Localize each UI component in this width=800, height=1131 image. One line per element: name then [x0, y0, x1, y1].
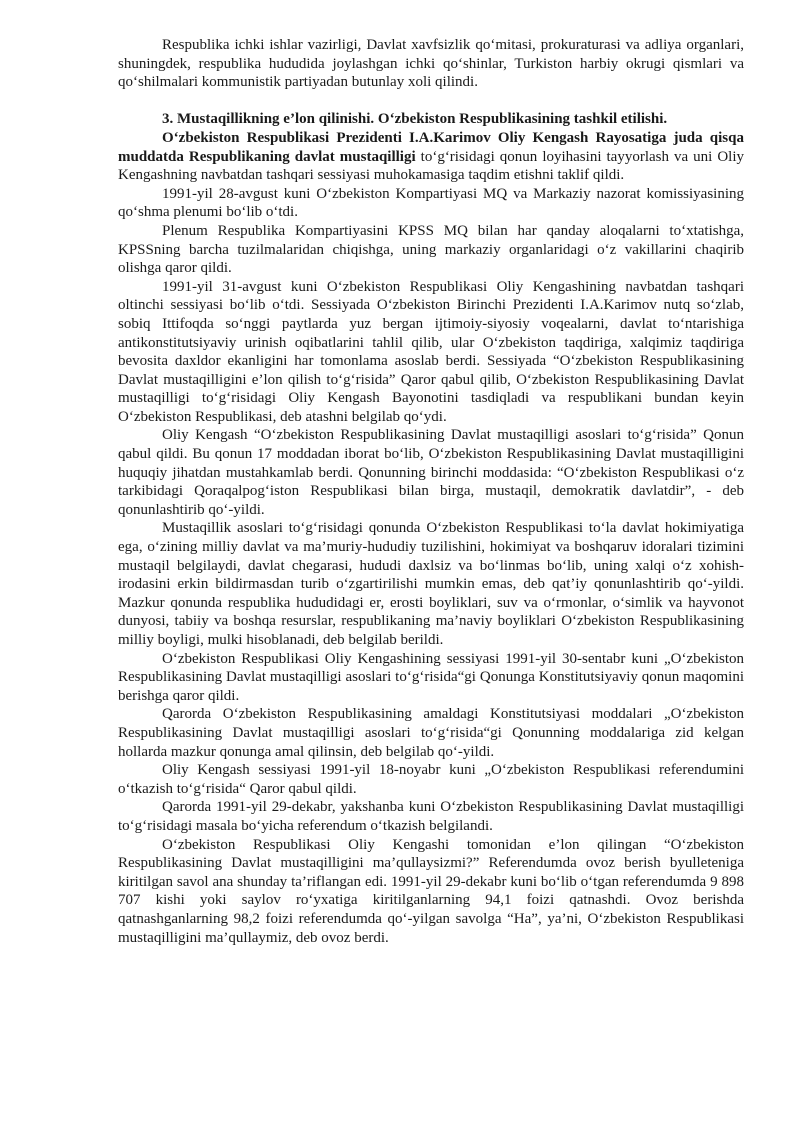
intro-paragraph: Respublika ichki ishlar vazirligi, Davlat xavfsizlik qo‘mitasi, prokuraturasi va adliya organlari, shuningdek, respublika hududida joylashgan ichki qo‘shinlar, Turkiston harbiy okrugi qismlari va qo‘shilmalari kommunistik partiyadan butunlay xoli qilindi.: [118, 37, 744, 91]
paragraph-8: Qarorda O‘zbekiston Respublikasining amaldagi Konstitutsiyasi moddalari „O‘zbekiston Respublikasining Davlat mustaqilligi asoslari to‘g‘risida“gi Qonunning moddalariga zid kelgan hollarda mazkur qonunga amal qilinsin, deb belgilab qo‘-yildi.: [118, 706, 744, 760]
paragraph-1: [118, 129, 744, 185]
document-page: [118, 36, 744, 947]
paragraph-1-rest: to‘g‘risidagi qonun loyihasini tayyorlash va uni Oliy Kengashning navbatdan tashqari sessiyasi muhokamasiga taqdim etishni taklif qildi.: [118, 148, 744, 184]
paragraph-4: 1991-yil 31-avgust kuni O‘zbekiston Respublikasi Oliy Kengashining navbatdan tashqari oltinchi sessiyasi bo‘lib o‘tdi. Sessiyada O‘zbekiston Birinchi Prezidenti I.A.Karimov nutq so‘zlab, sobiq Ittifoqda so‘nggi paytlarda yuz bergan ijtimoiy-siyosiy voqealarni, davlat to‘ntarishiga antikonstitutsiyaviy urinish oqibatlarini tahlil qilib, ular O‘zbekiston taqdiriga, xalqimiz taqdiriga bevosita daxldor ekanligini har tomonlama asoslab berdi. Sessiyada “O‘zbekiston Respublikasining Davlat mustaqilligini e’lon qilish to‘g‘risida” Qaror qabul qilib, O‘zbekiston Respublikasining Davlat mustaqilligi to‘g‘risidagi Oliy Kengash Bayonotini tasdiqladi va respublikani bundan keyin O‘zbekiston Respublikasi, deb atashni belgilab qo‘ydi.: [118, 278, 744, 425]
paragraph-5: Oliy Kengash “O‘zbekiston Respublikasining Davlat mustaqilligi asoslari to‘g‘risida” Qonun qabul qildi. Bu qonun 17 moddadan iborat bo‘lib, O‘zbekiston Respublikasining Davlat mustaqilligini huquqiy jihatdan mustahkamlab berdi. Qonunning birinchi moddasida: “O‘zbekiston Respublikasi o‘z tarkibidagi Qoraqalpog‘iston Respublikasi bilan birga, mustaqil, demokratik davlatdir”, - deb qonunlashtirib qo‘-yildi.: [118, 427, 744, 518]
section-heading: 3. Mustaqillikning e’lon qilinishi. O‘zbekiston Respublikasining tashkil etilishi.: [162, 111, 668, 128]
paragraph-2: 1991-yil 28-avgust kuni O‘zbekiston Kompartiyasi MQ va Markaziy nazorat komissiyasining qo‘shma plenumi bo‘lib o‘tdi.: [118, 185, 744, 221]
paragraph-10: Qarorda 1991-yil 29-dekabr, yakshanba kuni O‘zbekiston Respublikasining Davlat mustaqilligi to‘g‘risidagi masala bo‘yicha referendum o‘tkazish belgilandi.: [118, 799, 744, 834]
paragraph-1-bold: O‘zbekiston Respublikasi Prezidenti I.A.Karimov Oliy Kengash Rayosatiga juda qisqa muddatda Respublikaning davlat mustaqilligi: [118, 129, 744, 165]
paragraph-7: O‘zbekiston Respublikasi Oliy Kengashining sessiyasi 1991-yil 30-sentabr kuni „O‘zbekiston Respublikasining Davlat mustaqilligi asoslari to‘g‘risida“gi Qonunga Konstitutsiyaviy qonun maqomini berishga qaror qildi.: [118, 650, 744, 704]
paragraph-3: Plenum Respublika Kompartiyasini KPSS MQ bilan har qanday aloqalarni to‘xtatishga, KPSSning barcha tuzilmalaridan chiqishga, uning markaziy organlaridagi o‘z vakillarini chaqirib olishga qaror qildi.: [118, 222, 744, 277]
paragraph-6: Mustaqillik asoslari to‘g‘risidagi qonunda O‘zbekiston Respublikasi to‘la davlat hokimiyatiga ega, o‘zining milliy davlat va ma’muriy-hududiy tuzilishini, hokimiyat va boshqaruv idoralari tizimini mustaqil belgilaydi, davlat chegarasi, hududi daxlsiz va bo‘linmas bo‘lib, uning xalqi o‘z xohish-irodasini erkin bildirmasdan turib o‘zgartirilishi mumkin emas, deb qat’iy qonunlashtirib qo‘-yildi. Mazkur qonunda respublika hududidagi er, erosti boyliklari, suv va o‘rmonlar, o‘simlik va hayvonot dunyosi, tabiiy va boshqa resurslar, respublikaning ma’naviy boyliklari O‘zbekiston Respublikasining milliy boyligi, mulki hisoblanadi, deb belgilab berildi.: [118, 520, 744, 648]
paragraph-11: O‘zbekiston Respublikasi Oliy Kengashi tomonidan e’lon qilingan “O‘zbekiston Respublikasining Davlat mustaqilligini ma’qullaysizmi?” Referendumda ovoz berish byulleteniga kiritilgan savol ana shunday ta’riflangan edi. 1991-yil 29-dekabr kuni bo‘lib o‘tgan referendumda 9 898 707 kishi yoki saylov ro‘yxatiga kiritilganlarning 94,1 foizi qatnashdi. Ovoz berishda qatnashganlarning 98,2 foizi referendumda qo‘-yilgan savolga “Ha”, ya’ni, O‘zbekiston Respublikasi mustaqilligini ma’qullaymiz, deb ovoz berdi.: [118, 836, 744, 946]
paragraph-9: Oliy Kengash sessiyasi 1991-yil 18-noyabr kuni „O‘zbekiston Respublikasi referendumini o‘tkazish to‘g‘risida“ Qaror qabul qildi.: [118, 762, 744, 797]
